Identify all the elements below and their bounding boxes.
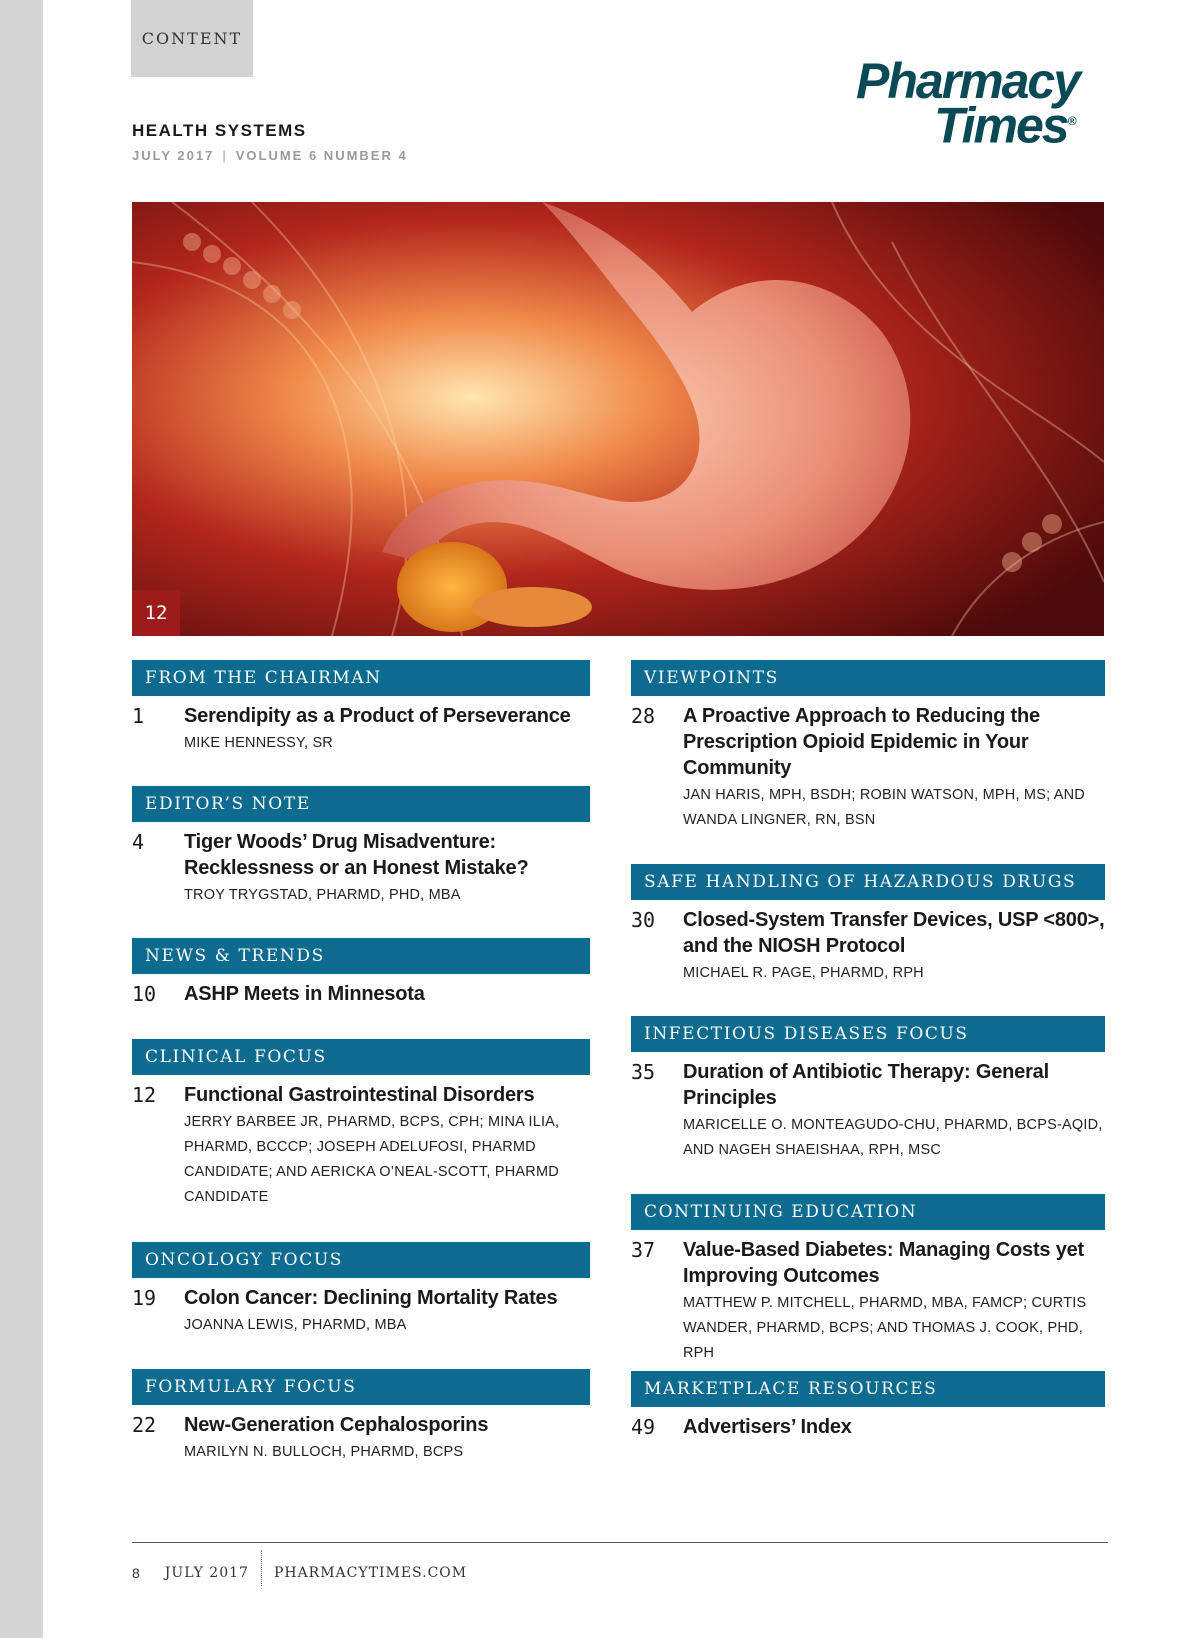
entry-authors: MARILYN N. BULLOCH, PHARMD, BCPS	[184, 1444, 464, 1460]
issue-volume: VOLUME 6 NUMBER 4	[235, 148, 408, 163]
entry-title[interactable]: Duration of Antibiotic Therapy: General Principles	[683, 1061, 1049, 1109]
toc-right-column	[631, 660, 1105, 1440]
toc-section-oncology-focus	[132, 1242, 590, 1369]
toc-section-continuing-education	[631, 1194, 1105, 1371]
page-gutter	[0, 0, 43, 1638]
entry-title[interactable]: Serendipity as a Product of Perseverance	[184, 705, 571, 727]
section-heading: VIEWPOINTS	[631, 660, 1105, 696]
toc-section-safe-handling	[631, 864, 1105, 1016]
toc-entry[interactable]	[631, 696, 1105, 833]
entry-title[interactable]: A Proactive Approach to Reducing the Prescription Opioid Epidemic in Your Community	[683, 705, 1040, 779]
entry-authors: JOANNA LEWIS, PHARMD, MBA	[184, 1317, 407, 1333]
entry-authors: JERRY BARBEE JR, PHARMD, BCPS, CPH; MINA ILIA, PHARMD, BCCCP; JOSEPH ADELUFOSI, PHARMD CANDIDATE; AND AERICKA O’NEAL-SCOTT, PHARMD CANDIDATE	[184, 1114, 560, 1205]
entry-page-number: 10	[132, 982, 157, 1006]
toc-entry[interactable]	[132, 1278, 590, 1338]
entry-page-number: 30	[631, 908, 656, 932]
entry-title[interactable]: Tiger Woods’ Drug Misadventure: Recklessness or an Honest Mistake?	[184, 831, 529, 879]
content-tab: CONTENT	[131, 0, 253, 77]
entry-authors: MIKE HENNESSY, SR	[184, 735, 333, 751]
section-heading: FROM THE CHAIRMAN	[132, 660, 590, 696]
toc-section-clinical-focus	[132, 1039, 590, 1242]
toc-section-editors-note	[132, 786, 590, 938]
toc-section-marketplace-resources	[631, 1371, 1105, 1440]
stomach-illustration	[132, 202, 1104, 636]
entry-title[interactable]: Colon Cancer: Declining Mortality Rates	[184, 1287, 558, 1309]
section-heading: INFECTIOUS DISEASES FOCUS	[631, 1016, 1105, 1052]
entry-title[interactable]: Value-Based Diabetes: Managing Costs yet Improving Outcomes	[683, 1239, 1085, 1287]
toc-section-infectious-diseases	[631, 1016, 1105, 1194]
toc-entry[interactable]	[132, 822, 590, 908]
entry-title[interactable]: Functional Gastrointestinal Disorders	[184, 1084, 535, 1106]
section-heading: MARKETPLACE RESOURCES	[631, 1371, 1105, 1407]
pharmacy-times-logo	[856, 53, 1106, 154]
publication-name: HEALTH SYSTEMS	[132, 121, 307, 140]
cover-story-image[interactable]	[132, 202, 1104, 636]
entry-title[interactable]: ASHP Meets in Minnesota	[184, 983, 425, 1005]
entry-page-number: 35	[631, 1060, 656, 1084]
entry-page-number: 4	[132, 830, 145, 854]
toc-section-from-the-chairman	[132, 660, 590, 786]
section-heading: SAFE HANDLING OF HAZARDOUS DRUGS	[631, 864, 1105, 900]
toc-entry[interactable]	[631, 1052, 1105, 1163]
footer-site-link[interactable]: PHARMACYTIMES.COM	[273, 1565, 468, 1581]
section-heading: EDITOR’S NOTE	[132, 786, 590, 822]
entry-authors: JAN HARIS, MPH, BSDH; ROBIN WATSON, MPH, MS; AND WANDA LINGNER, RN, BSN	[683, 787, 1085, 828]
section-heading: NEWS & TRENDS	[132, 938, 590, 974]
footer-page-number: 8	[132, 1565, 141, 1581]
toc-entry[interactable]	[631, 900, 1105, 986]
entry-page-number: 37	[631, 1238, 656, 1262]
entry-authors: MICHAEL R. PAGE, PHARMD, RPH	[683, 965, 924, 981]
page-footer	[132, 1560, 467, 1586]
toc-entry[interactable]	[132, 974, 590, 1007]
entry-title[interactable]: New-Generation Cephalosporins	[184, 1414, 489, 1436]
entry-title[interactable]: Closed-System Transfer Devices, USP <800>, and the NIOSH Protocol	[683, 909, 1105, 957]
section-heading: ONCOLOGY FOCUS	[132, 1242, 590, 1278]
logo-line-1: Pharmacy	[856, 53, 1080, 109]
footer-divider	[132, 1542, 1108, 1543]
entry-authors: MARICELLE O. MONTEAGUDO-CHU, PHARMD, BCPS-AQID, AND NAGEH SHAEISHAA, RPH, MSC	[683, 1117, 1103, 1158]
section-heading: CLINICAL FOCUS	[132, 1039, 590, 1075]
section-heading: FORMULARY FOCUS	[132, 1369, 590, 1405]
toc-section-formulary-focus	[132, 1369, 590, 1465]
entry-page-number: 28	[631, 704, 656, 728]
toc-section-viewpoints	[631, 660, 1105, 864]
entry-authors: TROY TRYGSTAD, PHARMD, PHD, MBA	[184, 887, 461, 903]
section-heading: CONTINUING EDUCATION	[631, 1194, 1105, 1230]
entry-page-number: 19	[132, 1286, 157, 1310]
footer-separator	[261, 1550, 262, 1586]
toc-entry[interactable]	[132, 1075, 590, 1210]
toc-entry[interactable]	[132, 1405, 590, 1465]
entry-page-number: 12	[132, 1083, 157, 1107]
issue-info: JULY 2017 | VOLUME 6 NUMBER 4	[132, 148, 408, 163]
entry-title[interactable]: Advertisers’ Index	[683, 1416, 852, 1438]
entry-page-number: 1	[132, 704, 145, 728]
entry-authors: MATTHEW P. MITCHELL, PHARMD, MBA, FAMCP; CURTIS WANDER, PHARMD, BCPS; AND THOMAS J. COOK, PHD, RPH	[683, 1295, 1087, 1361]
logo-line-2: Times®	[934, 97, 1077, 154]
entry-page-number: 49	[631, 1415, 656, 1439]
toc-entry[interactable]	[132, 696, 590, 756]
toc-section-news-trends	[132, 938, 590, 1039]
toc-left-column	[132, 660, 590, 1465]
footer-date: JULY 2017	[164, 1565, 249, 1581]
entry-page-number: 22	[132, 1413, 157, 1437]
toc-entry[interactable]	[631, 1407, 1105, 1440]
toc-entry[interactable]	[631, 1230, 1105, 1366]
issue-date: JULY 2017	[132, 148, 215, 163]
hero-page-badge: 12	[132, 590, 180, 636]
